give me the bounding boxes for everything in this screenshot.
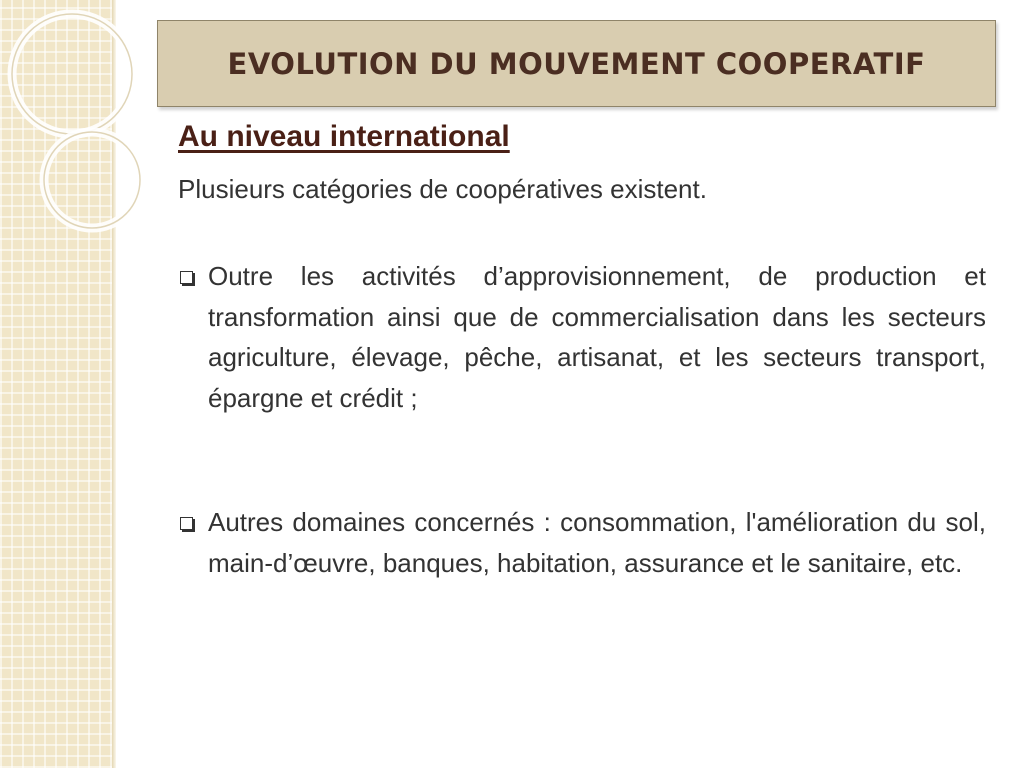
bullet-item — [180, 502, 986, 583]
decorative-rings — [0, 0, 160, 260]
intro-text: Plusieurs catégories de coopératives existent. — [178, 174, 707, 204]
bullet-item — [180, 256, 986, 418]
bullet-text: Outre les activités d’approvisionnement, de production et transformation ainsi que de commercialisation dans les secteurs agriculture, élevage, pêche, artisanat, et les secteurs transport, épargne et crédit ; — [208, 261, 986, 413]
checkbox-bullet-icon — [180, 271, 193, 284]
section-heading: Au niveau international — [178, 120, 510, 153]
slide-title: EVOLUTION DU MOUVEMENT COOPERATIF — [227, 46, 926, 81]
title-bar — [157, 20, 996, 107]
bullet-text: Autres domaines concernés : consommation, l'amélioration du sol, main-d’œuvre, banques, habitation, assurance et le sanitaire, etc. — [208, 507, 986, 578]
checkbox-bullet-icon — [180, 517, 193, 530]
